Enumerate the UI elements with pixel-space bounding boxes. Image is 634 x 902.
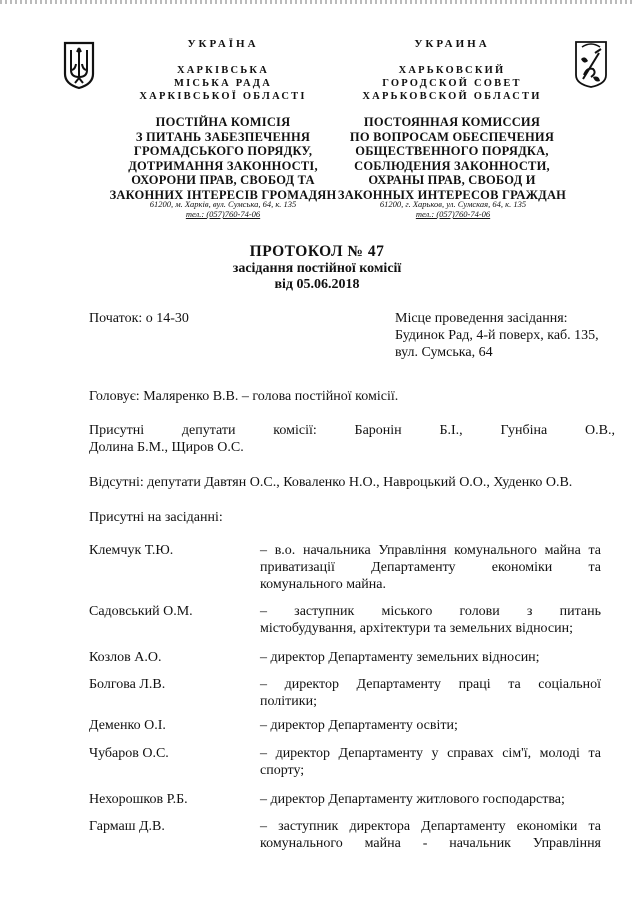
address-ua-street: 61200, м. Харків, вул. Сумська, 64, к. 135 <box>149 199 297 209</box>
role-line: – директор Департаменту у справах сім'ї, молоді та <box>260 746 601 761</box>
scan-artifact <box>0 0 634 4</box>
council-ru-line3: ХАРЬКОВСКОЙ ОБЛАСТИ <box>362 91 542 102</box>
role-line: – заступник міського голови з питань <box>260 604 601 619</box>
role-line: містобудування, архітектури та земельних відносин; <box>260 621 573 636</box>
commission-ru-line6: ЗАКОННЫХ ИНТЕРЕСОВ ГРАЖДАН <box>337 187 567 202</box>
kharkiv-emblem-icon <box>573 39 609 89</box>
header-ua <box>108 38 338 202</box>
address-ru <box>340 199 566 219</box>
attendee-role <box>260 542 601 593</box>
absent-line: Відсутні: депутати Давтян О.С., Коваленко Н.О., Навроцький О.О., Худенко О.В. <box>89 475 573 490</box>
present-word: депутати <box>181 423 236 438</box>
commission-ru-line2: ПО ВОПРОСАМ ОБЕСПЕЧЕНИЯ <box>349 129 555 144</box>
attendee-name: Садовський О.М. <box>89 604 193 619</box>
commission-ru-line3: ОБЩЕСТВЕННОГО ПОРЯДКА, <box>355 144 549 158</box>
commission-ua-line3: ГРОМАДСЬКОГО ПОРЯДКУ, <box>133 144 313 158</box>
attendee-name: Болгова Л.В. <box>89 677 166 692</box>
address-ru-phone: тел.: (057)760-74-06 <box>415 209 491 219</box>
protocol-title-block <box>0 243 634 293</box>
present-word: О.В., <box>585 423 615 438</box>
commission-ua-line2: З ПИТАНЬ ЗАБЕЗПЕЧЕННЯ <box>135 129 311 144</box>
present-word: комісії: <box>273 423 317 438</box>
commission-ru-line1: ПОСТОЯННАЯ КОМИССИЯ <box>363 115 541 129</box>
attendee-name: Козлов А.О. <box>89 650 162 665</box>
commission-ua-line6: ЗАКОННИХ ІНТЕРЕСІВ ГРОМАДЯН <box>109 187 337 202</box>
attendee-role <box>260 791 601 808</box>
role-line: комунального майна - начальник Управління <box>260 836 601 851</box>
role-line: спорту; <box>260 763 305 778</box>
venue <box>395 310 599 361</box>
role-line: політики; <box>260 694 317 709</box>
present-word: Присутні <box>89 423 145 438</box>
address-ru-street: 61200, г. Харьков, ул. Сумская, 64, к. 135 <box>379 199 527 209</box>
attendee-role <box>260 676 601 710</box>
role-line: – директор Департаменту праці та соціальної <box>260 677 601 692</box>
protocol-subtitle: засідання постійної комісії <box>232 261 402 276</box>
attendee-role <box>260 603 601 637</box>
commission-ru-line5: ОХРАНЫ ПРАВ, СВОБОД И <box>368 173 536 187</box>
protocol-title: ПРОТОКОЛ № 47 <box>249 243 385 260</box>
role-line: комунального майна. <box>260 577 386 592</box>
attendee-name: Деменко О.І. <box>89 718 166 733</box>
venue-line2: Будинок Рад, 4-й поверх, каб. 135, <box>395 328 599 343</box>
present-line2: Долина Б.М., Щиров О.С. <box>89 440 244 455</box>
role-line: приватизації Департаменту економіки та <box>260 560 601 575</box>
role-line: – заступник директора Департаменту економіки та <box>260 819 601 834</box>
attendees-label: Присутні на засіданні: <box>89 510 223 525</box>
chair-line: Головує: Маляренко В.В. – голова постійної комісії. <box>89 389 399 404</box>
attendee-name: Чубаров О.С. <box>89 746 169 761</box>
attendee-role <box>260 818 601 852</box>
council-ru-line2: ГОРОДСКОЙ СОВЕТ <box>382 78 522 89</box>
commission-ru-line4: СОБЛЮДЕНИЯ ЗАКОННОСТИ, <box>354 158 550 173</box>
venue-line1: Місце проведення засідання: <box>395 311 568 326</box>
attendee-role <box>260 649 601 666</box>
council-ua-line1: ХАРКІВСЬКА <box>176 65 269 76</box>
attendee-name: Нехорошков Р.Б. <box>89 792 188 807</box>
address-ua <box>110 199 336 219</box>
commission-ua-line4: ДОТРИМАННЯ ЗАКОННОСТІ, <box>128 158 318 173</box>
protocol-date: від 05.06.2018 <box>274 277 360 292</box>
venue-line3: вул. Сумська, 64 <box>395 345 493 360</box>
role-line: – директор Департаменту житлового господарства; <box>260 792 565 807</box>
role-line: – в.о. начальника Управління комунального майна та <box>260 543 601 558</box>
present-word: Баронін <box>354 423 402 438</box>
attendee-role <box>260 745 601 779</box>
present-block <box>89 422 615 456</box>
country-ru: УКРАИНА <box>414 38 490 50</box>
start-time: Початок: о 14-30 <box>89 311 189 326</box>
council-ru-line1: ХАРЬКОВСКИЙ <box>398 65 506 76</box>
country-ua: УКРАЇНА <box>187 38 259 50</box>
commission-ua-line5: ОХОРОНИ ПРАВ, СВОБОД ТА <box>131 173 315 187</box>
council-ua-line3: ХАРКІВСЬКОЇ ОБЛАСТІ <box>139 91 307 102</box>
commission-ua-line1: ПОСТІЙНА КОМІСІЯ <box>155 115 291 129</box>
header-ru <box>336 38 568 202</box>
role-line: – директор Департаменту освіти; <box>260 718 458 733</box>
council-ua-line2: МІСЬКА РАДА <box>173 78 272 89</box>
role-line: – директор Департаменту земельних відносин; <box>260 650 540 665</box>
attendee-role <box>260 717 601 734</box>
present-word: Б.І., <box>439 423 463 438</box>
present-line1 <box>89 422 615 439</box>
attendee-name: Гармаш Д.В. <box>89 819 165 834</box>
present-word: Гунбіна <box>500 423 548 438</box>
address-ua-phone: тел.: (057)760-74-06 <box>185 209 261 219</box>
attendee-name: Клемчук Т.Ю. <box>89 543 174 558</box>
trident-emblem-icon <box>62 40 96 90</box>
